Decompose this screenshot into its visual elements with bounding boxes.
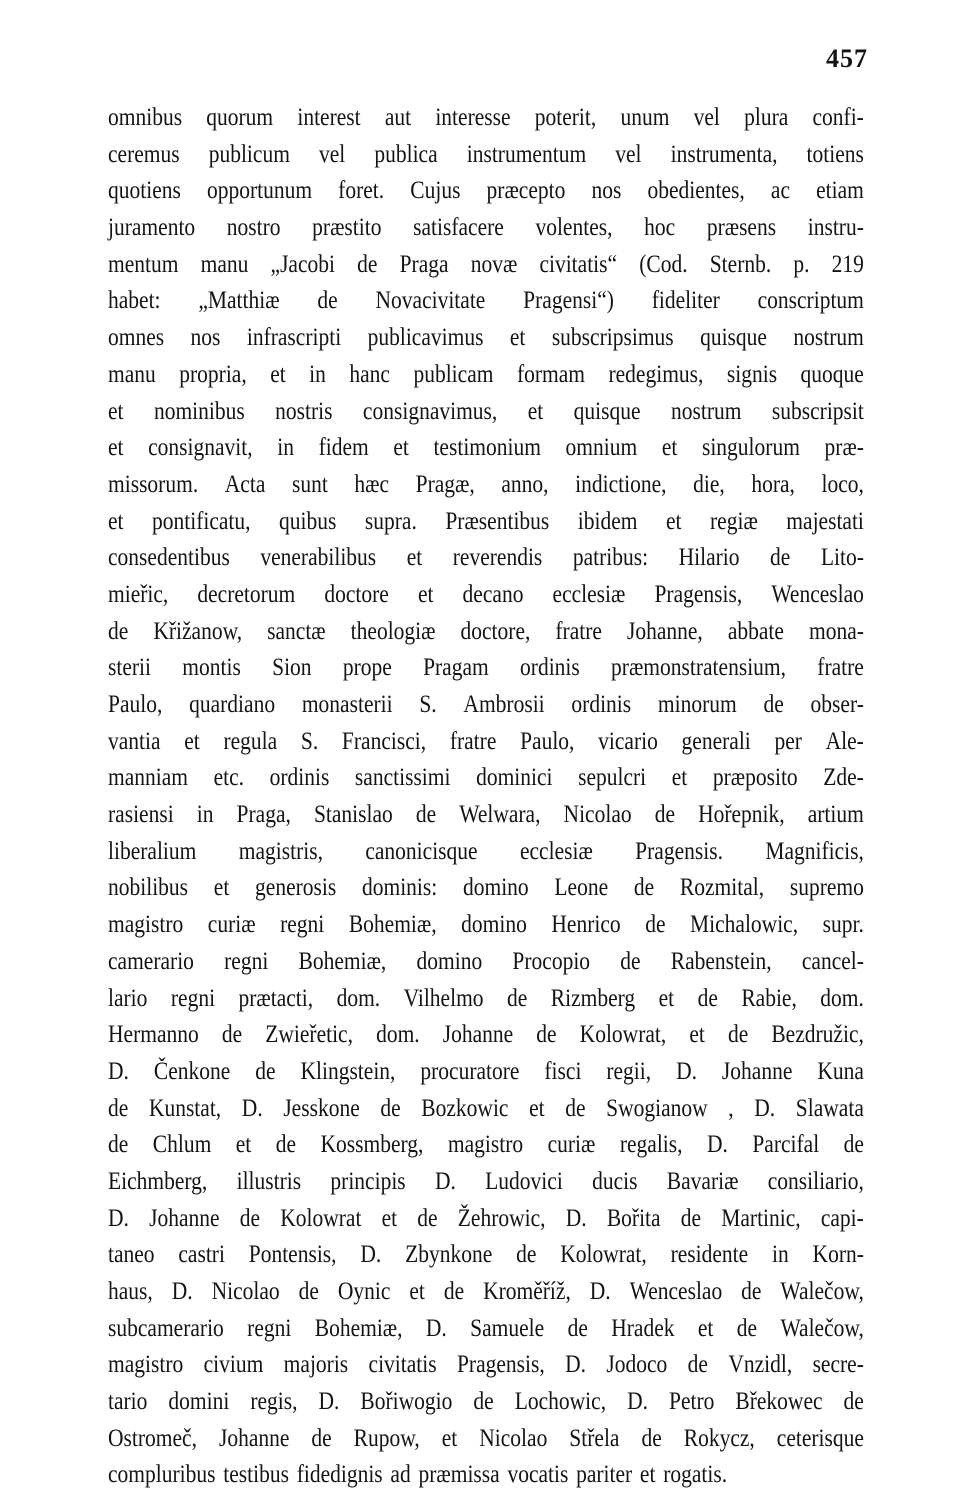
text-line: omnibus quorum interest aut interesse poterit, unum vel plura confi- [108,104,864,131]
text-line: de Kunstat, D. Jesskone de Bozkowic et de Swogianow , D. Slawata [108,1094,864,1122]
text-line: et pontificatu, quibus supra. Præsentibus ibidem et regiæ majestati [108,507,864,535]
text-line: mieřic, decretorum doctore et decano ecclesiæ Pragensis, Wenceslao [108,580,864,608]
text-line: Ostromeč, Johanne de Rupow, et Nicolao Střela de Rokycz, ceterisque [108,1424,864,1452]
text-line: liberalium magistris, canonicisque ecclesiæ Pragensis. Magnificis, [108,837,864,865]
text-line: quotiens opportunum foret. Cujus præcepto nos obedientes, ac etiam [108,177,864,205]
text-line: habet: „Matthiæ de Novacivitate Pragensi“) fideliter conscriptum [108,287,864,315]
text-line: mentum manu „Jacobi de Praga novæ civitatis“ (Cod. Sternb. p. 219 [108,250,864,278]
text-line: subcamerario regni Bohemiæ, D. Samuele de Hradek et de Walečow, [108,1314,864,1342]
text-line: compluribus testibus fidedignis ad præmissa vocatis pariter et rogatis. [108,1461,728,1489]
text-line: D. Johanne de Kolowrat et de Žehrowic, D. Bořita de Martinic, capi- [108,1204,864,1232]
page-number: 457 [826,44,868,73]
text-line: lario regni prætacti, dom. Vilhelmo de Rizmberg et de Rabie, dom. [108,984,864,1012]
text-line: manu propria, et in hanc publicam formam redegimus, signis quoque [108,360,864,388]
text-line: vantia et regula S. Francisci, fratre Paulo, vicario generali per Ale- [108,727,864,755]
text-line: de Křižanow, sanctæ theologiæ doctore, fratre Johanne, abbate mona- [108,617,864,645]
text-line: Eichmberg, illustris principis D. Ludovici ducis Bavariæ consiliario, [108,1167,864,1195]
text-line: ceremus publicum vel publica instrumentum vel instrumenta, totiens [108,140,864,168]
text-line: missorum. Acta sunt hæc Pragæ, anno, indictione, die, hora, loco, [108,470,864,498]
text-line: nobilibus et generosis dominis: domino Leone de Rozmital, supremo [108,874,864,902]
text-line: magistro curiæ regni Bohemiæ, domino Henrico de Michalowic, supr. [108,911,864,939]
text-line: omnes nos infrascripti publicavimus et subscripsimus quisque nostrum [108,324,864,352]
text-line: camerario regni Bohemiæ, domino Procopio de Rabenstein, cancel- [108,947,864,975]
text-line: taneo castri Pontensis, D. Zbynkone de Kolowrat, residente in Korn- [108,1241,864,1269]
text-line: consedentibus venerabilibus et reverendis patribus: Hilario de Lito- [108,544,864,572]
text-line: tario domini regis, D. Bořiwogio de Lochowic, D. Petro Břekowec de [108,1388,864,1416]
text-line: Paulo, quardiano monasterii S. Ambrosii ordinis minorum de obser- [108,691,864,718]
text-line: juramento nostro præstito satisfacere volentes, hoc præsens instru- [108,214,864,242]
text-line: et consignavit, in fidem et testimonium omnium et singulorum præ- [108,434,864,462]
text-line: sterii montis Sion prope Pragam ordinis præmonstratensium, fratre [108,654,864,682]
text-line: D. Čenkone de Klingstein, procuratore fisci regii, D. Johanne Kuna [108,1057,864,1085]
text-line: Hermanno de Zwieřetic, dom. Johanne de Kolowrat, et de Bezdružic, [108,1021,864,1049]
text-line: et nominibus nostris consignavimus, et quisque nostrum subscripsit [108,397,864,425]
text-line: manniam etc. ordinis sanctissimi dominici sepulcri et præposito Zde- [108,764,864,792]
text-line: magistro civium majoris civitatis Pragensis, D. Jodoco de Vnzidl, secre- [108,1351,864,1379]
text-line: rasiensi in Praga, Stanislao de Welwara, Nicolao de Hořepnik, artium [108,801,864,829]
body-text [108,100,864,1494]
text-line: de Chlum et de Kossmberg, magistro curiæ regalis, D. Parcifal de [108,1131,864,1159]
text-line: haus, D. Nicolao de Oynic et de Kroměříž, D. Wenceslao de Walečow, [108,1278,864,1305]
